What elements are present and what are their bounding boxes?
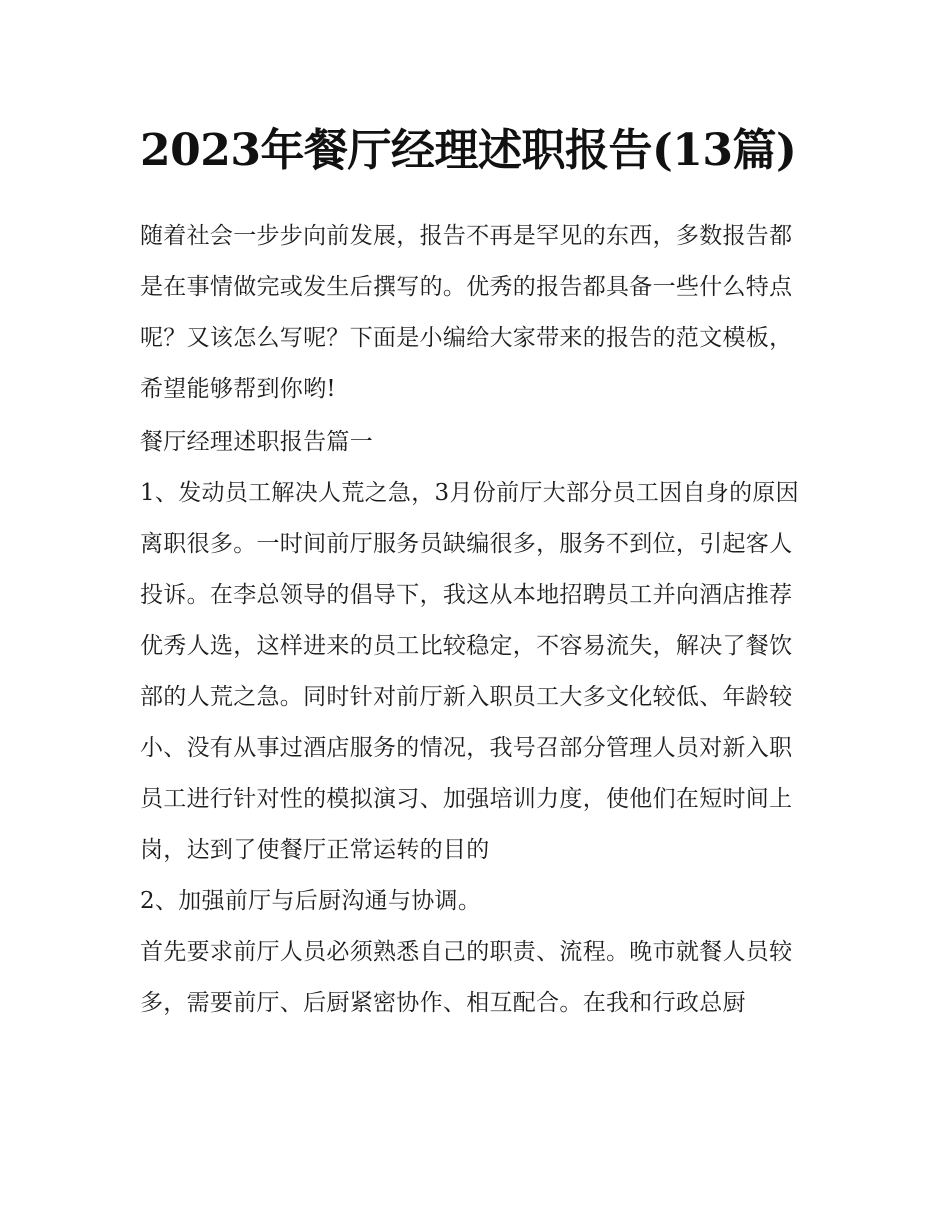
intro-paragraph: 随着社会一步步向前发展，报告不再是罕见的东西，多数报告都是在事情做完或发生后撰写的。优秀的报告都具备一些什么特点呢？又该怎么写呢？下面是小编给大家带来的报告的范文模板，希望能够帮到你哟!: [140, 223, 793, 402]
paragraph-item-2: 2、加强前厅与后厨沟通与协调。: [140, 888, 482, 914]
paragraph-item-1: 1、发动员工解决人荒之急，3月份前厅大部分员工因自身的原因离职很多。一时间前厅服务员缺编很多，服务不到位，引起客人投诉。在李总领导的倡导下，我这从本地招聘员工并向酒店推荐优秀人选，这样进来的员工比较稳定，不容易流失，解决了餐饮部的人荒之急。同时针对前厅新入职员工大多文化较低、年龄较小、没有从事过酒店服务的情况，我号召部分管理人员对新入职员工进行针对性的模拟演习、加强培训力度，使他们在短时间上岗，达到了使餐厅正常运转的目的: [140, 480, 799, 863]
section-heading: 餐厅经理述职报告篇一: [140, 429, 373, 455]
document-page: [140, 112, 812, 1029]
paragraph-body-3: 首先要求前厅人员必须熟悉自己的职责、流程。晚市就餐人员较多，需要前厅、后厨紧密协作、相互配合。在我和行政总厨: [140, 939, 793, 1016]
document-title: 2023年餐厅经理述职报告(13篇): [140, 125, 797, 176]
